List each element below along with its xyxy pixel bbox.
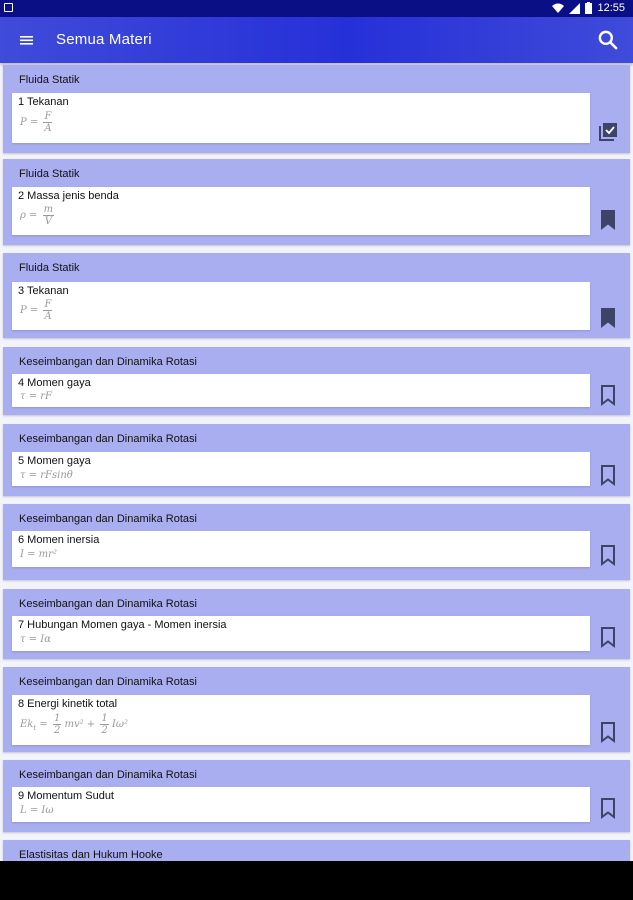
battery-icon xyxy=(585,2,592,14)
item-category: Keseimbangan dan Dinamika Rotasi xyxy=(19,433,197,445)
item-category: Keseimbangan dan Dinamika Rotasi xyxy=(19,769,197,781)
search-icon[interactable] xyxy=(595,27,621,53)
item-content xyxy=(12,374,590,407)
item-category: Fluida Statik xyxy=(19,262,80,274)
item-title: 7 Hubungan Momen gaya - Momen inersia xyxy=(18,619,227,631)
item-content xyxy=(12,616,590,651)
list-item[interactable] xyxy=(3,65,630,153)
item-content xyxy=(12,695,590,745)
item-formula: τ = rFsinθ xyxy=(20,470,73,481)
item-category: Keseimbangan dan Dinamika Rotasi xyxy=(19,676,197,688)
list-item[interactable] xyxy=(3,760,630,832)
system-nav-bar xyxy=(0,861,633,900)
item-category: Keseimbangan dan Dinamika Rotasi xyxy=(19,513,197,525)
item-content xyxy=(12,531,590,567)
item-formula: ρ = $\frac{m}{V}$ xyxy=(20,204,54,227)
item-content xyxy=(12,93,590,143)
item-title: 2 Massa jenis benda xyxy=(18,190,119,202)
bookmark-outline-icon[interactable] xyxy=(598,544,618,566)
bookmark-outline-icon[interactable] xyxy=(598,384,618,406)
list-item[interactable] xyxy=(3,667,630,752)
item-category: Keseimbangan dan Dinamika Rotasi xyxy=(19,356,197,368)
item-title: 5 Momen gaya xyxy=(18,455,91,467)
bookmark-outline-icon[interactable] xyxy=(598,626,618,648)
library-add-check-icon[interactable] xyxy=(598,121,618,143)
bookmark-outline-icon[interactable] xyxy=(598,464,618,486)
list-item[interactable] xyxy=(3,347,630,415)
item-formula: L = Iω xyxy=(20,805,54,816)
bookmark-outline-icon[interactable] xyxy=(598,797,618,819)
app-bar xyxy=(0,17,633,63)
item-content xyxy=(12,187,590,235)
item-category: Elastisitas dan Hukum Hooke xyxy=(19,849,163,861)
bookmark-outline-icon[interactable] xyxy=(598,721,618,743)
wifi-icon xyxy=(552,3,564,14)
menu-icon[interactable] xyxy=(14,28,38,52)
list-item[interactable] xyxy=(3,504,630,580)
item-formula: P = $\frac{F}{A}$ xyxy=(20,111,52,134)
item-formula: $Ek_t$ = $\frac{1}{2}$ mv² + $\frac{1}{2}$ Iω² xyxy=(20,713,129,736)
list-item[interactable] xyxy=(3,159,630,245)
list-item[interactable] xyxy=(3,253,630,338)
item-category: Fluida Statik xyxy=(19,168,80,180)
item-title: 6 Momen inersia xyxy=(18,534,100,546)
item-formula: P = $\frac{F}{A}$ xyxy=(20,299,52,322)
item-formula: τ = Iα xyxy=(20,634,51,645)
item-title: 8 Energi kinetik total xyxy=(18,698,118,710)
item-category: Keseimbangan dan Dinamika Rotasi xyxy=(19,598,197,610)
item-formula: I = mr² xyxy=(20,549,57,560)
item-title: 1 Tekanan xyxy=(18,96,69,108)
item-title: 4 Momen gaya xyxy=(18,377,91,389)
item-category: Fluida Statik xyxy=(19,74,80,86)
item-content xyxy=(12,452,590,486)
status-time: 12:55 xyxy=(597,2,625,14)
list-item[interactable] xyxy=(3,424,630,496)
item-content xyxy=(12,282,590,330)
list-item[interactable] xyxy=(3,589,630,659)
bookmark-filled-icon[interactable] xyxy=(598,307,618,329)
item-formula: τ = rF xyxy=(20,391,52,402)
signal-icon xyxy=(569,3,580,14)
notification-app-icon xyxy=(4,3,13,12)
bookmark-filled-icon[interactable] xyxy=(598,209,618,231)
page-title: Semua Materi xyxy=(56,31,152,48)
item-title: 3 Tekanan xyxy=(18,285,69,297)
status-bar xyxy=(0,0,633,17)
item-title: 9 Momentum Sudut xyxy=(18,790,114,802)
item-content xyxy=(12,787,590,822)
